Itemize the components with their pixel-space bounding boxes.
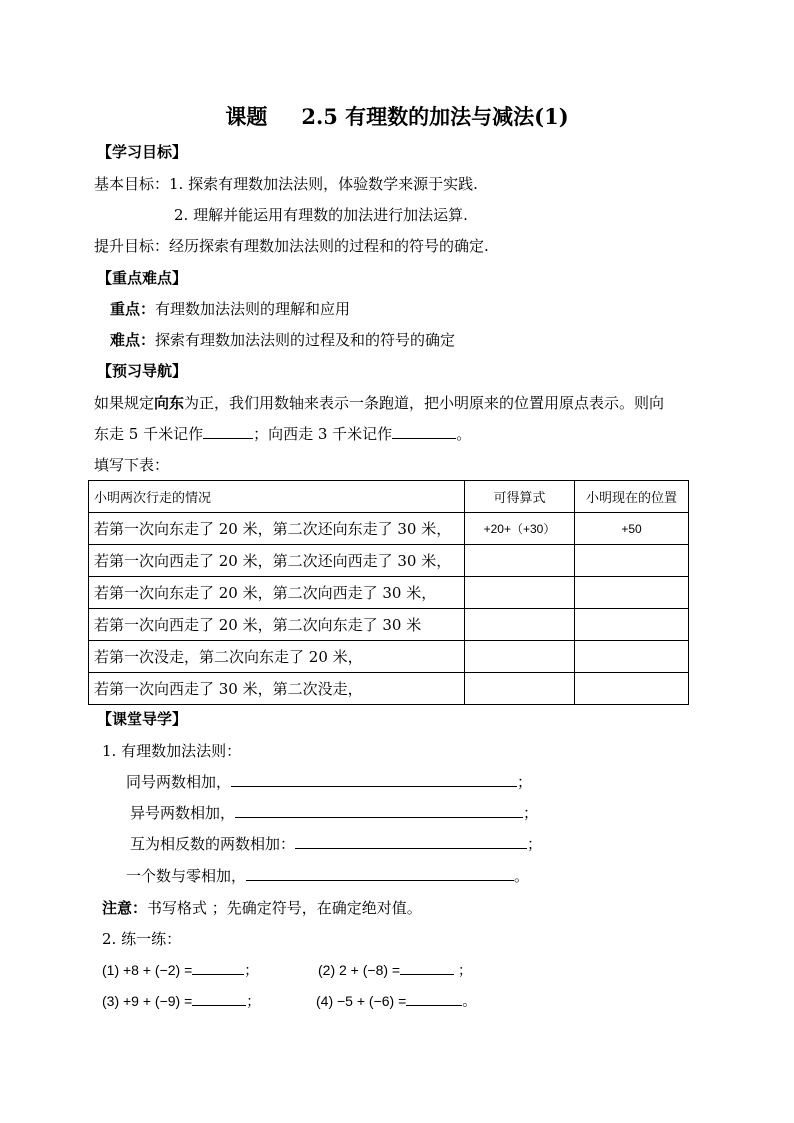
hard-point-text: 探索有理数加法法则的过程及和的符号的确定 — [155, 331, 456, 349]
note-label: 注意： — [102, 899, 148, 917]
rule-same-sign — [126, 772, 532, 792]
exercise-3-text: (3) +9 + (−9) = — [102, 993, 193, 1009]
title-main: 2.5 有理数的加法与减法(1) — [301, 104, 569, 129]
rule-diff-sign-blank[interactable] — [235, 803, 523, 818]
exercise-4-blank[interactable] — [406, 991, 462, 1006]
table-cell-situation: 若第一次向西走了 30 米，第二次没走， — [89, 673, 465, 705]
class-heading: 【课堂导学】 — [97, 710, 188, 728]
exercise-separator: ； — [246, 993, 261, 1009]
exercise-separator: ； — [244, 962, 259, 978]
exercise-period: 。 — [462, 993, 477, 1009]
preview-text-end: 。 — [456, 425, 472, 443]
table-cell-situation: 若第一次向东走了 20 米，第二次还向东走了 30 米， — [89, 513, 465, 545]
key-point-text: 有理数加法法则的理解和应用 — [155, 300, 351, 318]
note-text: 书写格式 ；先确定符号，在确定绝对值。 — [147, 899, 422, 917]
rule-opposite — [130, 834, 542, 854]
rule-opposite-blank[interactable] — [295, 834, 527, 849]
goals-heading: 【学习目标】 — [97, 143, 188, 161]
rule-title: 1. 有理数加法法则： — [102, 742, 242, 760]
table-cell-position[interactable] — [575, 609, 689, 641]
table-cell-position[interactable] — [575, 545, 689, 577]
exercise-2-blank[interactable] — [400, 960, 454, 975]
rule-same-sign-blank[interactable] — [231, 772, 517, 787]
rule-same-sign-label: 同号两数相加， — [126, 773, 232, 791]
basic-goal-1-text: 1. 探索有理数加法法则，体验数学来源于实践. — [169, 175, 478, 193]
exercise-separator: ； — [454, 962, 472, 978]
table-row — [89, 641, 689, 673]
preview-paragraph-line2 — [94, 424, 471, 444]
key-point — [110, 299, 350, 319]
rule-diff-sign-label: 异号两数相加， — [130, 804, 236, 822]
rule-period: 。 — [514, 867, 530, 885]
table-cell-position[interactable]: +50 — [575, 513, 689, 545]
table-header-row — [89, 481, 689, 513]
rule-zero-label: 一个数与零相加， — [126, 867, 247, 885]
exercise-4-text: (4) −5 + (−6) = — [316, 993, 407, 1009]
preview-text-east: 东走 5 千米记作 — [94, 425, 204, 443]
exercise-3-blank[interactable] — [192, 991, 246, 1006]
rule-opposite-label: 互为相反数的两数相加： — [130, 835, 296, 853]
table-cell-expression[interactable] — [465, 545, 575, 577]
fill-table-instruction: 填写下表： — [94, 456, 170, 474]
rule-zero — [126, 866, 529, 886]
hard-point-label: 难点： — [110, 331, 156, 349]
page-title — [0, 104, 794, 130]
table-cell-position[interactable] — [575, 577, 689, 609]
rule-zero-blank[interactable] — [246, 866, 514, 881]
rule-diff-sign — [130, 803, 538, 823]
advanced-goal-label: 提升目标： — [94, 237, 170, 255]
preview-paragraph-line1 — [94, 393, 664, 413]
table-row — [89, 545, 689, 577]
walking-table — [88, 480, 689, 705]
table-row — [89, 673, 689, 705]
table-cell-situation: 若第一次向西走了 20 米，第二次向东走了 30 米 — [89, 609, 465, 641]
basic-goal-label: 基本目标： — [94, 175, 170, 193]
table-cell-expression[interactable] — [465, 609, 575, 641]
table-cell-position[interactable] — [575, 641, 689, 673]
table-header: 可得算式 — [465, 481, 575, 513]
exercise-1-blank[interactable] — [192, 960, 244, 975]
basic-goal-2: 2. 理解并能运用有理数的加法进行加法运算. — [174, 206, 468, 224]
table-cell-expression[interactable] — [465, 577, 575, 609]
key-point-label: 重点： — [110, 300, 156, 318]
advanced-goal-text: 经历探索有理数加法法则的过程和的符号的确定. — [169, 237, 489, 255]
preview-text-bold: 向东 — [154, 394, 185, 412]
table-cell-situation: 若第一次向东走了 20 米，第二次向西走了 30 米， — [89, 577, 465, 609]
table-cell-position[interactable] — [575, 673, 689, 705]
exercise-2-text: (2) 2 + (−8) = — [318, 962, 401, 978]
table-row — [89, 609, 689, 641]
exercise-1 — [102, 960, 258, 980]
west-answer-blank[interactable] — [392, 424, 456, 439]
title-prefix: 课题 — [225, 104, 268, 129]
exercise-3 — [102, 991, 260, 1011]
hard-point — [110, 330, 455, 350]
practice-title: 2. 练一练： — [102, 930, 182, 948]
basic-goal-1 — [94, 174, 478, 194]
note — [102, 898, 422, 918]
advanced-goal — [94, 236, 489, 256]
table-row — [89, 577, 689, 609]
preview-text-b: 为正，我们用数轴来表示一条跑道，把小明原来的位置用原点表示。则向 — [184, 394, 665, 412]
table-cell-expression[interactable]: +20+（+30） — [465, 513, 575, 545]
rule-semicolon: ； — [523, 804, 539, 822]
east-answer-blank[interactable] — [203, 424, 253, 439]
rule-semicolon: ； — [527, 835, 543, 853]
rule-semicolon: ； — [517, 773, 533, 791]
table-cell-situation: 若第一次向西走了 20 米，第二次还向西走了 30 米， — [89, 545, 465, 577]
table-cell-expression[interactable] — [465, 641, 575, 673]
key-points-heading: 【重点难点】 — [97, 269, 188, 287]
table-cell-expression[interactable] — [465, 673, 575, 705]
exercise-2 — [318, 960, 472, 980]
preview-text-west: ；向西走 3 千米记作 — [253, 425, 393, 443]
table-row — [89, 513, 689, 545]
table-header: 小明两次行走的情况 — [89, 481, 465, 513]
preview-text-a: 如果规定 — [94, 394, 155, 412]
table-header: 小明现在的位置 — [575, 481, 689, 513]
exercise-1-text: (1) +8 + (−2) = — [102, 962, 193, 978]
preview-heading: 【预习导航】 — [97, 362, 188, 380]
table-cell-situation: 若第一次没走，第二次向东走了 20 米， — [89, 641, 465, 673]
exercise-4 — [316, 991, 476, 1011]
